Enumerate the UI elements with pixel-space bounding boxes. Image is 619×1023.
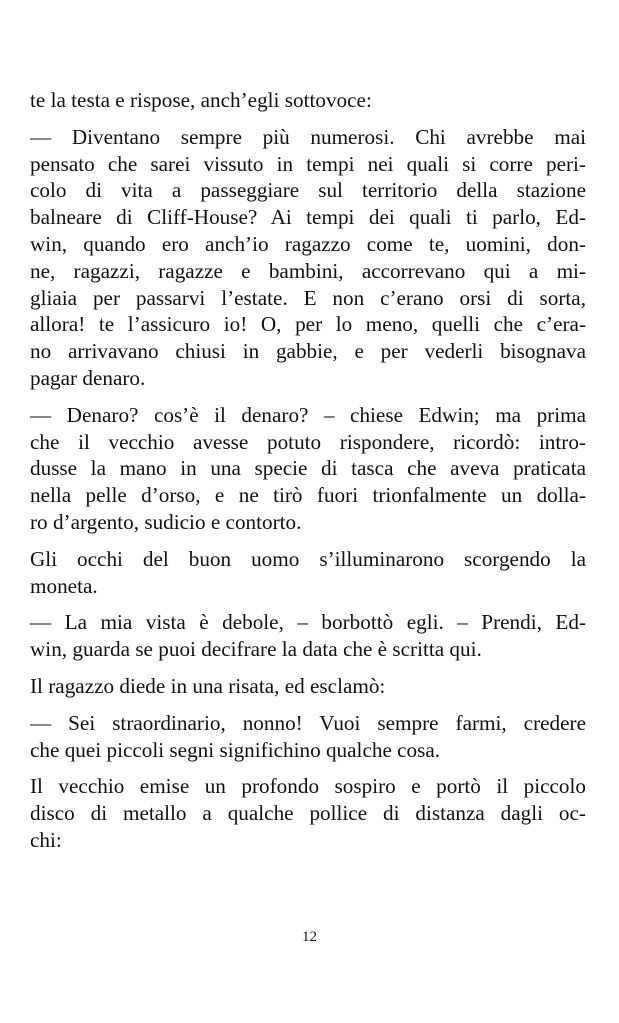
text-line: dusse la mano in una specie di tasca che aveva praticata xyxy=(30,456,586,481)
text-line: colo di vita a passeggiare sul territorio della stazione xyxy=(30,178,586,203)
text-line: no arrivavano chiusi in gabbie, e per vederli bisognava xyxy=(30,339,586,364)
text-line: pagar denaro. xyxy=(30,365,146,390)
text-line: — Diventano sempre più numerosi. Chi avrebbe mai xyxy=(30,124,586,149)
text-line: che il vecchio avesse potuto rispondere, ricordò: intro- xyxy=(30,429,586,454)
paragraph xyxy=(30,710,586,764)
paragraph xyxy=(30,124,586,392)
text-line: win, quando ero anch’io ragazzo come te, uomini, don- xyxy=(30,231,586,256)
text-line: Gli occhi del buon uomo s’illuminarono scorgendo la xyxy=(30,546,586,571)
text-line: che quei piccoli segni significhino qualche cosa. xyxy=(30,737,441,762)
text-line: — Sei straordinario, nonno! Vuoi sempre farmi, credere xyxy=(30,710,586,735)
text-line: balneare di Cliff-House? Ai tempi dei quali ti parlo, Ed- xyxy=(30,205,586,230)
paragraph xyxy=(30,609,586,663)
text-line: disco di metallo a qualche pollice di distanza dagli oc- xyxy=(30,801,586,826)
text-line: moneta. xyxy=(30,573,98,598)
text-line: Il vecchio emise un profondo sospiro e portò il piccolo xyxy=(30,774,586,799)
paragraph xyxy=(30,546,586,600)
text-line: chi: xyxy=(30,827,62,852)
text-line: Il ragazzo diede in una risata, ed esclamò: xyxy=(30,673,386,698)
text-line: ne, ragazzi, ragazze e bambini, accorrevano qui a mi- xyxy=(30,258,586,283)
paragraph xyxy=(30,402,586,536)
body-text xyxy=(30,87,586,864)
text-line: te la testa e rispose, anch’egli sottovoce: xyxy=(30,88,372,112)
text-line: ro d’argento, sudicio e contorto. xyxy=(30,509,302,534)
text-line: win, guarda se puoi decifrare la data che è scritta qui. xyxy=(30,637,482,662)
paragraph xyxy=(30,773,586,853)
text-line: nella pelle d’orso, e ne tirò fuori trionfalmente un dolla- xyxy=(30,483,586,508)
paragraph xyxy=(30,87,586,114)
page-number: 12 xyxy=(302,929,317,945)
text-line: allora! te l’assicuro io! O, per lo meno, quelli che c’era- xyxy=(30,312,586,337)
text-line: — Denaro? cos’è il denaro? – chiese Edwin; ma prima xyxy=(30,402,586,427)
text-line: — La mia vista è debole, – borbottò egli. – Prendi, Ed- xyxy=(30,610,586,635)
text-line: pensato che sarei vissuto in tempi nei quali si corre peri- xyxy=(30,151,586,176)
paragraph xyxy=(30,673,586,700)
text-line: gliaia per passarvi l’estate. E non c’erano orsi di sorta, xyxy=(30,285,586,310)
